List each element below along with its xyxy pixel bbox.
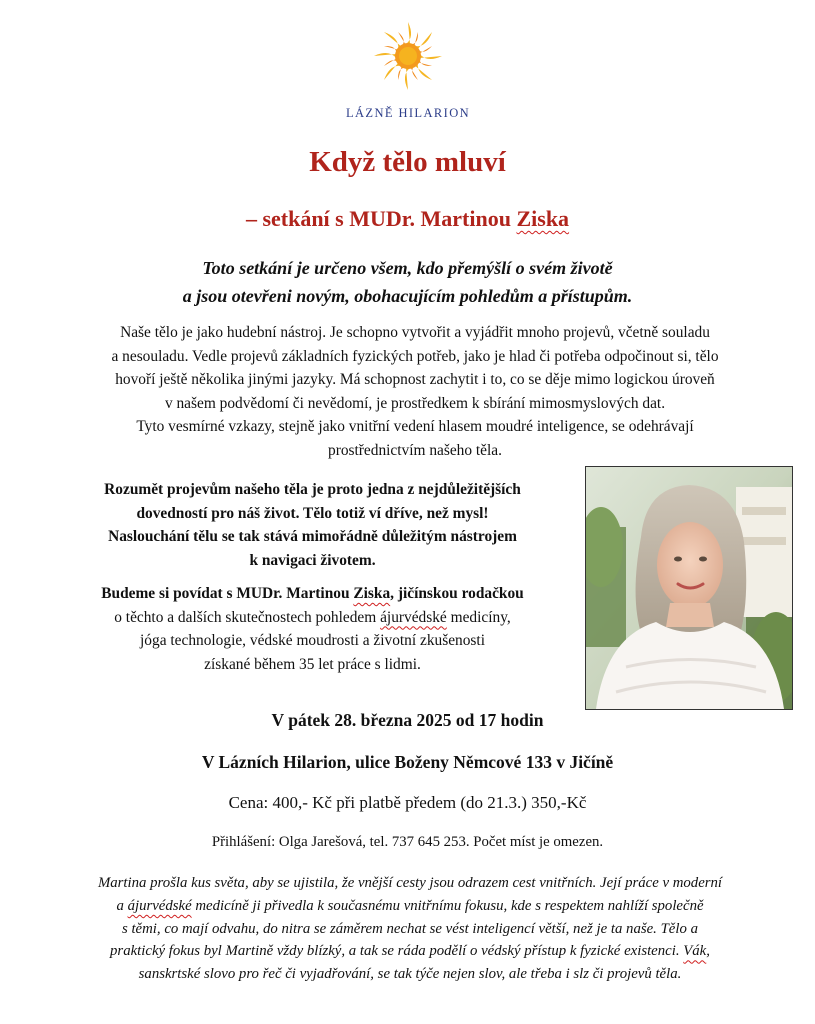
bio-line <box>40 895 780 918</box>
sun-ray <box>420 54 442 59</box>
sun-ray <box>405 68 410 90</box>
intro-text <box>60 254 755 310</box>
speaker-bio <box>40 872 780 986</box>
speaker-portrait-photo <box>585 466 793 710</box>
talk-line <box>40 582 585 606</box>
subtitle-prefix: – setkání s MUDr. Martinou <box>245 206 517 231</box>
highlight-line: Naslouchání tělu se tak stává mimořádně důležitým nástrojem <box>108 528 517 545</box>
intro-line: Toto setkání je určeno všem, kdo přemýšlí o svém životě <box>202 258 613 278</box>
body-paragraph <box>30 321 800 462</box>
bio-line: sanskrtské slovo pro řeč či vyjadřování, se tak týče nejen slov, ale třeba i slz či projevů těla. <box>138 966 682 983</box>
hilarion-sun-logo <box>372 10 444 102</box>
event-date: V pátek 28. března 2025 od 17 hodin <box>271 710 544 730</box>
talk-line: jóga technologie, védské moudrosti a životní zkušenosti <box>140 632 485 649</box>
subtitle-name: Ziska <box>516 206 570 231</box>
talk-line2-prefix: o těchto a dalších skutečnostech pohledem <box>114 608 381 626</box>
sun-ray <box>374 53 396 58</box>
logo-text: LÁZNĚ HILARION <box>345 106 471 120</box>
body-line: Naše tělo je jako hudební nástroj. Je schopno vytvořit a vyjádřit mnoho projevů, včetně souladu <box>120 324 710 341</box>
page-title: Když tělo mluví <box>309 146 506 178</box>
talk-line1-suffix: , jičínskou rodačkou <box>390 585 524 602</box>
bio-line: Martina prošla kus světa, aby se ujistila, že vnější cesty jsou odrazem cest vnitřních. Její práce v moderní <box>97 875 723 891</box>
body-line: prostřednictvím našeho těla. <box>328 441 502 459</box>
intro-line: a jsou otevřeni novým, obohacujícím pohledům a přístupům. <box>182 286 633 306</box>
talk-speaker-name: Ziska <box>353 585 391 602</box>
body-line: hovoří ještě několika jinými jazyky. Má schopnost zachytit i to, co se děje mimo logickou úroveň <box>115 371 715 388</box>
page-subtitle <box>0 206 815 232</box>
bio-line4-prefix: praktický fokus byl Martině vždy blízký, a tak se ráda podělí o védský přístup k fyzické existenci. <box>110 943 684 960</box>
highlight-line: Rozumět projevům našeho těla je proto jedna z nejdůležitějších <box>104 481 521 498</box>
talk-line2-suffix: medicíny, <box>446 608 511 626</box>
highlight-paragraph <box>40 478 585 572</box>
talk-paragraph <box>40 582 585 676</box>
highlight-line: dovedností pro náš život. Tělo totiž ví dříve, než mysl! <box>136 504 489 522</box>
bio-line2-marked: ájurvédské <box>127 897 192 914</box>
event-price: Cena: 400,- Kč při platbě předem (do 21.3.) 350,-Kč <box>228 793 587 812</box>
body-line: v našem podvědomí či nevědomí, je prostředkem k sbírání mimosmyslových dat. <box>164 394 666 412</box>
event-place: V Lázních Hilarion, ulice Boženy Němcové 133 v Jičíně <box>201 752 614 772</box>
highlight-line: k navigaci životem. <box>249 551 376 569</box>
event-signup: Přihlášení: Olga Jarešová, tel. 737 645 253. Počet míst je omezen. <box>211 834 604 850</box>
sun-ray <box>406 22 411 44</box>
talk-line1-prefix: Budeme si povídat s MUDr. Martinou <box>101 585 354 602</box>
bio-line2-prefix: a <box>116 897 128 914</box>
body-line: Tyto vesmírné vzkazy, stejně jako vnitřní vedení hlasem moudré inteligence, se odehrávají <box>136 418 694 435</box>
bio-line2-suffix: medicíně ji přivedla k současnému vnitřnímu fokusu, kde s respektem nahlíží společně <box>191 897 704 914</box>
bio-line <box>40 940 780 963</box>
talk-line <box>40 606 585 630</box>
bio-line4-suffix: , <box>706 943 710 960</box>
body-line: a nesouladu. Vedle projevů základních fyzických potřeb, jako je hlad či potřeba odpočinout si, tělo <box>111 347 719 365</box>
bio-line4-marked: Vák <box>683 943 707 960</box>
bio-line: s těmi, co mají odvahu, do nitra se záměrem nechat se vést inteligencí větší, než je ta naše. Tělo a <box>121 920 698 937</box>
talk-line2-marked: ájurvédské <box>380 608 447 626</box>
talk-line: získané během 35 let práce s lidmi. <box>204 655 421 673</box>
